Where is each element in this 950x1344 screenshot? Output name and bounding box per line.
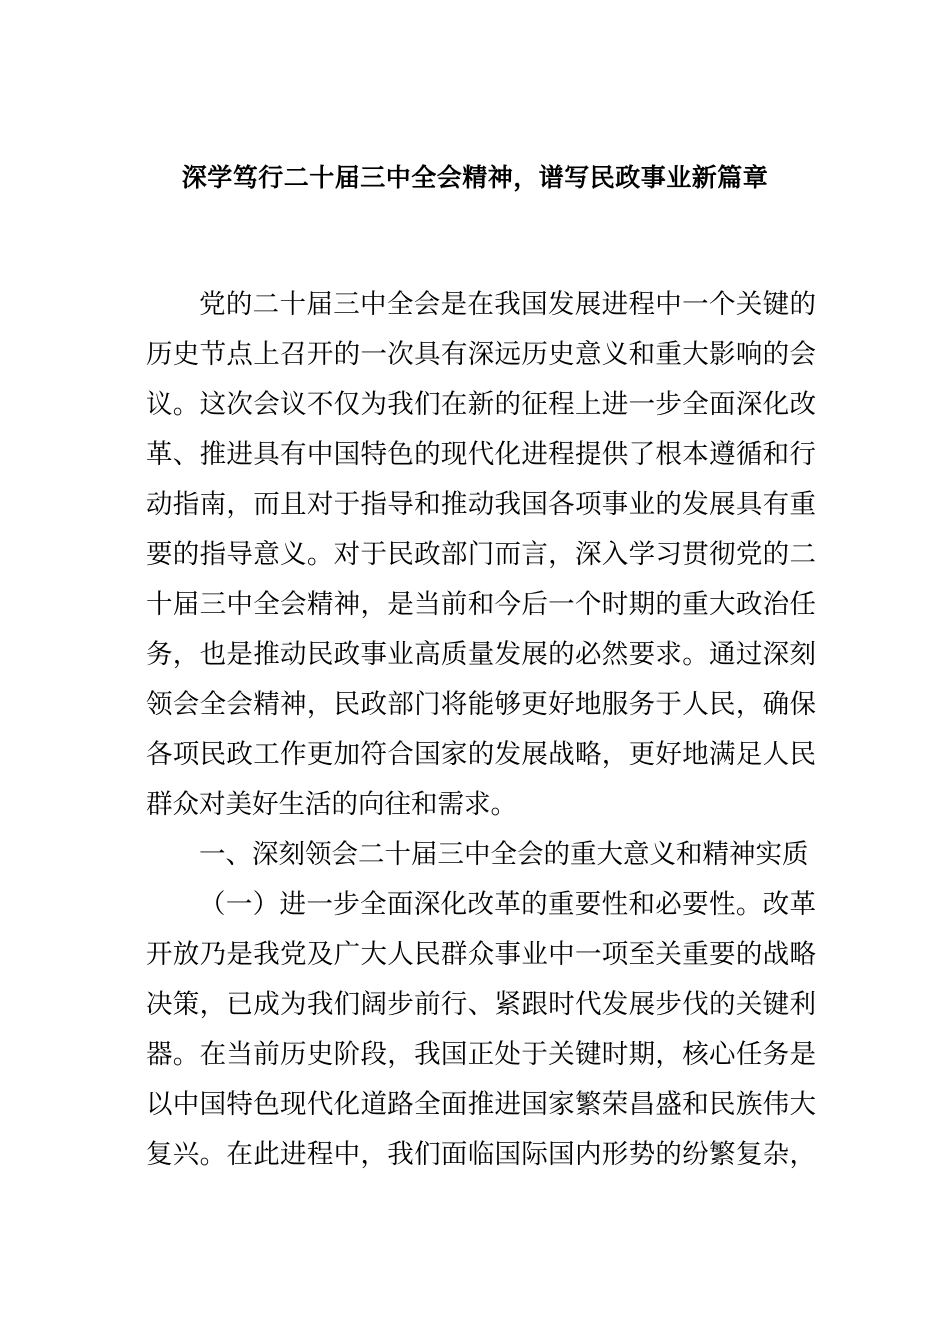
body-line: 以中国特色现代化道路全面推进国家繁荣昌盛和民族伟大 xyxy=(146,1089,816,1120)
document-body xyxy=(146,280,816,1180)
body-line: 议。这次会议不仅为我们在新的征程上进一步全面深化改 xyxy=(146,389,816,420)
body-line: 各项民政工作更加符合国家的发展战略，更好地满足人民 xyxy=(146,739,816,770)
body-line: 务，也是推动民政事业高质量发展的必然要求。通过深刻 xyxy=(146,639,816,670)
body-line: 开放乃是我党及广大人民群众事业中一项至关重要的战略 xyxy=(146,939,816,970)
body-line: 复兴。在此进程中，我们面临国际国内形势的纷繁复杂， xyxy=(146,1139,816,1170)
body-line: 历史节点上召开的一次具有深远历史意义和重大影响的会 xyxy=(146,339,816,370)
body-line: 领会全会精神，民政部门将能够更好地服务于人民，确保 xyxy=(146,689,816,720)
document-title: 深学笃行二十届三中全会精神，谱写民政事业新篇章 xyxy=(181,163,769,192)
subsection-line: （一）进一步全面深化改革的重要性和必要性。改革 xyxy=(199,889,816,920)
body-line: 党的二十届三中全会是在我国发展进程中一个关键的 xyxy=(199,289,816,320)
body-line: 要的指导意义。对于民政部门而言，深入学习贯彻党的二 xyxy=(146,539,816,570)
body-line: 器。在当前历史阶段，我国正处于关键时期，核心任务是 xyxy=(146,1039,816,1070)
body-line: 动指南，而且对于指导和推动我国各项事业的发展具有重 xyxy=(146,489,816,520)
section-heading: 一、深刻领会二十届三中全会的重大意义和精神实质 xyxy=(199,839,809,870)
body-line: 十届三中全会精神，是当前和今后一个时期的重大政治任 xyxy=(146,589,816,620)
body-line: 群众对美好生活的向往和需求。 xyxy=(146,789,517,820)
body-line: 决策，已成为我们阔步前行、紧跟时代发展步伐的关键利 xyxy=(146,989,816,1020)
body-line: 革、推进具有中国特色的现代化进程提供了根本遵循和行 xyxy=(146,439,816,470)
